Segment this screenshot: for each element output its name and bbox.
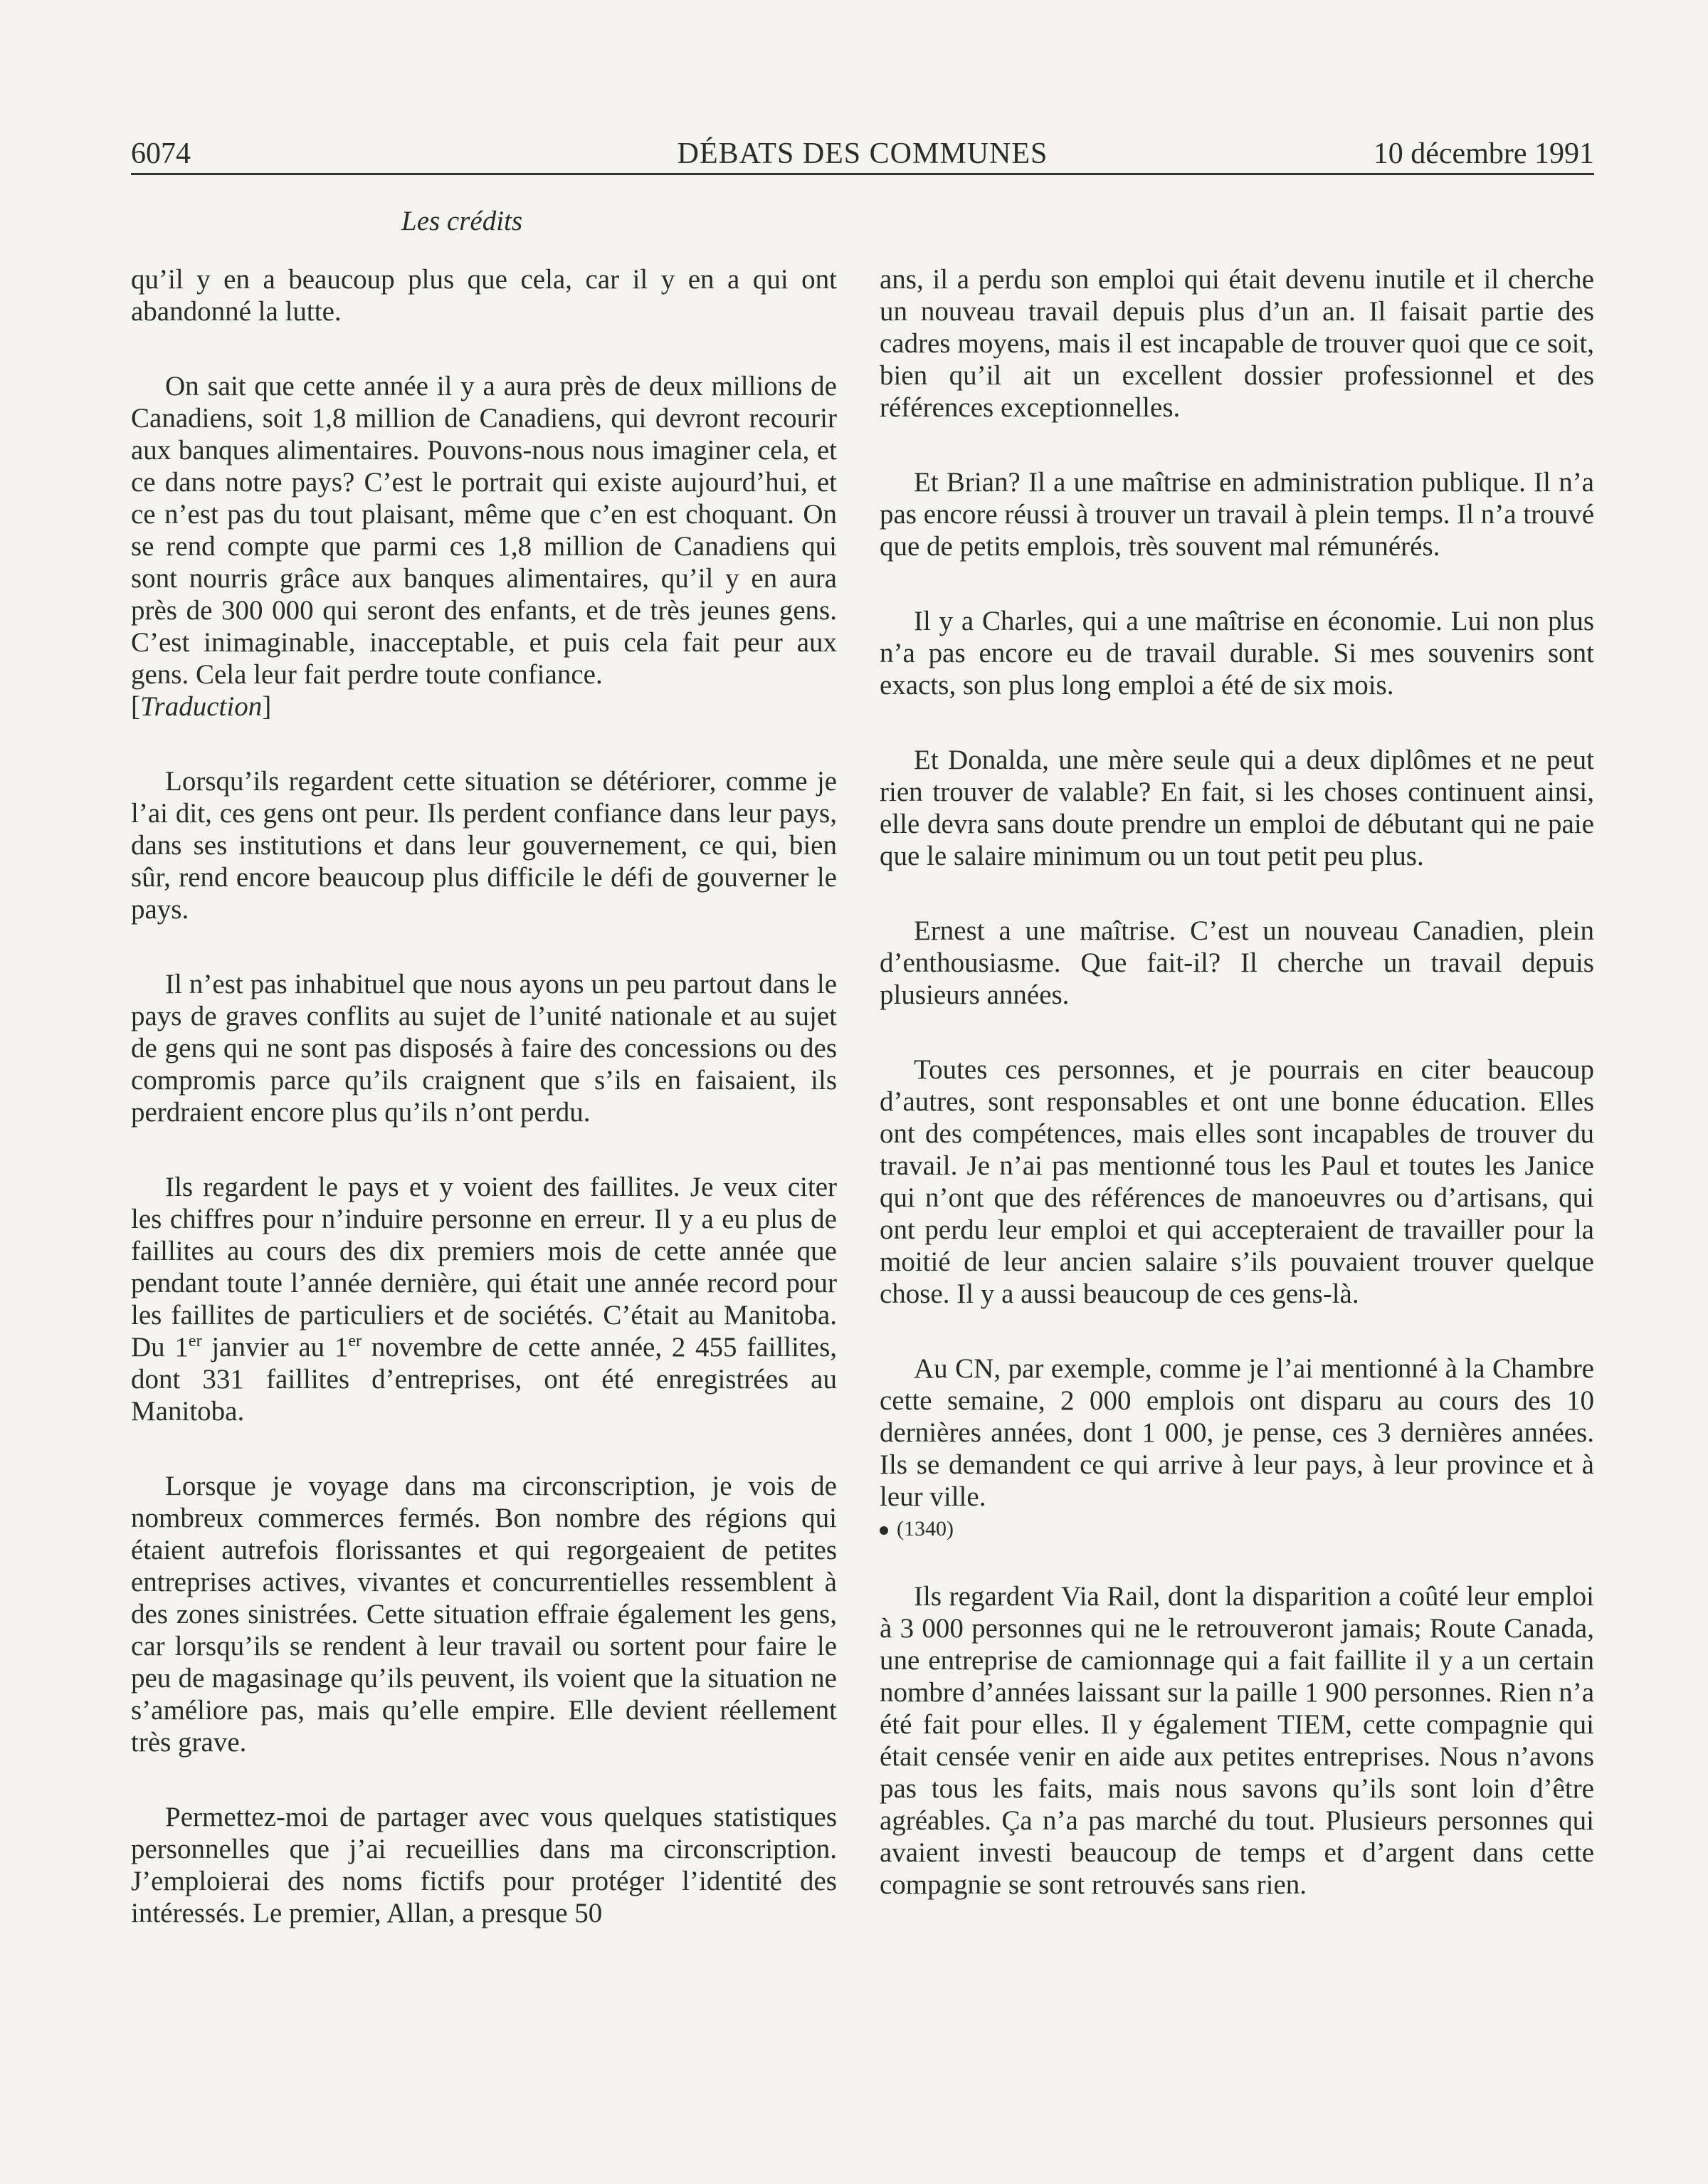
page-header xyxy=(131,134,1594,174)
left-column xyxy=(131,263,837,1929)
paragraph: Ernest a une maîtrise. C’est un nouveau Canadien, plein d’enthousiasme. Que fait-il? Il cherche un travail depuis plusieurs années. xyxy=(880,915,1594,1010)
timestamp xyxy=(880,1513,1594,1545)
paragraph: Et Donalda, une mère seule qui a deux diplômes et ne peut rien trouver de valable? En fait, si les choses continuent ainsi, elle devra sans doute prendre un emploi de débutant qui ne paie que le salaire minimum ou un tout petit peu plus. xyxy=(880,745,1594,871)
label-text: Traduction xyxy=(140,691,263,722)
header-rule xyxy=(131,173,1594,175)
text-run: janvier au 1 xyxy=(201,1332,349,1363)
paragraph: Ils regardent Via Rail, dont la disparition a coûté leur emploi à 3 000 personnes qui ne le retrouveront jamais; Route Canada, une entreprise de camionnage qui a fait faillite il y a un certain nombre d’années laissant sur la paille 1 900 personnes. Rien n’a été fait pour elles. Il y également TIEM, cette compagnie qui était censée venir en aide aux petites entreprises. Nous n’avons pas tous les faits, mais nous savons qu’ils sont loin d’être agréables. Ça n’a pas marché du tout. Plusieurs personnes qui avaient investi beaucoup de temps et d’argent dans cette compagnie se sont retrouvés sans rien. xyxy=(880,1581,1594,1900)
paragraph xyxy=(131,1171,837,1427)
paragraph: Lorsque je voyage dans ma circonscription, je vois de nombreux commerces fermés. Bon nombre des régions qui étaient autrefois florissantes et qui regorgeaient de petites entreprises actives, vivantes et concurrentielles ressemblent à des zones sinistrées. Cette situation effraie également les gens, car lorsqu’ils se rendent à leur travail ou sortent pour faire le peu de magasinage qu’ils peuvent, ils voient que la situation ne s’améliore pas, mais qu’elle empire. Elle devient réellement très grave. xyxy=(131,1471,837,1758)
paragraph: On sait que cette année il y a aura près de deux millions de Canadiens, soit 1,8 million de Canadiens, qui devront recourir aux banques alimentaires. Pouvons-nous nous imaginer cela, et ce dans notre pays? C’est le portrait qui existe aujourd’hui, et ce n’est pas du tout plaisant, même que c’en est choquant. On se rend compte que parmi ces 1,8 million de Canadiens qui sont nourris grâce aux banques alimentaires, qu’il y en aura près de 300 000 qui seront des enfants, et de très jeunes gens. C’est inimaginable, inacceptable, et puis cela fait peur aux gens. Cela leur fait perdre toute confiance. xyxy=(131,371,837,690)
section-title: Les crédits xyxy=(401,206,523,236)
paragraph: Permettez-moi de partager avec vous quelques statistiques personnelles que j’ai recueillies dans ma circonscription. J’emploierai des noms fictifs pour protéger l’identité des intéressés. Le premier, Allan, a presque 50 xyxy=(131,1802,837,1928)
paragraph: Il y a Charles, qui a une maîtrise en économie. Lui non plus n’a pas encore eu de travail durable. Si mes souvenirs sont exacts, son plus long emploi a été de six mois. xyxy=(880,606,1594,700)
header-date: 10 décembre 1991 xyxy=(1373,137,1594,170)
label-bracket-open: [ xyxy=(131,691,140,722)
paragraph: Et Brian? Il a une maîtrise en administration publique. Il n’a pas encore réussi à trouver un travail à plein temps. Il n’a trouvé que de petits emplois, très souvent mal rémunérés. xyxy=(880,467,1594,562)
translation-label xyxy=(131,691,837,723)
text-run: novembre de cette année, 2 455 faillites, dont 331 faillites d’entreprises, ont été enregistrées au Manitoba. xyxy=(131,1332,838,1427)
paragraph: Lorsqu’ils regardent cette situation se détériorer, comme je l’ai dit, ces gens ont peur. Ils perdent confiance dans leur pays, dans ses institutions et dans leur gouvernement, ce qui, bien sûr, rend encore beaucoup plus difficile le défi de gouverner le pays. xyxy=(131,766,837,925)
paragraph: Toutes ces personnes, et je pourrais en citer beaucoup d’autres, sont responsables et ont une bonne éducation. Elles ont des compétences, mais elles sont incapables de trouver du travail. Je n’ai pas mentionné tous les Paul et toutes les Janice qui n’ont que des références de manoeuvres ou d’artisans, qui ont perdu leur emploi et qui accepteraient de travailler pour la moitié de leur ancien salaire s’ils pouvaient trouver quelque chose. Il y a aussi beaucoup de ces gens-là. xyxy=(880,1054,1594,1309)
superscript: er xyxy=(188,1332,202,1350)
paragraph: qu’il y en a beaucoup plus que cela, car il y en a qui ont abandonné la lutte. xyxy=(131,264,837,327)
right-column xyxy=(880,263,1594,1901)
paragraph: Au CN, par exemple, comme je l’ai mentionné à la Chambre cette semaine, 2 000 emplois ont disparu au cours des 10 dernières années, dont 1 000, je pense, ces 3 dernières années. Ils se demandent ce qui arrive à leur pays, à leur province et à leur ville. xyxy=(880,1353,1594,1512)
bullet-icon xyxy=(880,1526,888,1535)
timestamp-text: (1340) xyxy=(897,1517,954,1540)
text-run: Ils regardent le pays et y voient des faillites. Je veux citer les chiffres pour n’induire personne en erreur. Il y a eu plus de faillites au cours des dix premiers mois de cette année que pendant toute l’année dernière, qui était une année record pour les faillites de particuliers et de sociétés. C’était au Manitoba. Du 1 xyxy=(131,1172,837,1363)
paragraph: ans, il a perdu son emploi qui était devenu inutile et il cherche un nouveau travail depuis plus d’un an. Il faisait partie des cadres moyens, mais il est incapable de trouver quoi que ce soit, bien qu’il ait un excellent dossier professionnel et des références exceptionnelles. xyxy=(880,264,1594,423)
paragraph: Il n’est pas inhabituel que nous ayons un peu partout dans le pays de graves conflits au sujet de l’unité nationale et au sujet de gens qui ne sont pas disposés à faire des concessions ou des compromis parce qu’ils craignent que s’ils en faisaient, ils perdraient encore plus qu’ils n’ont perdu. xyxy=(131,969,837,1128)
label-bracket-close: ] xyxy=(262,691,272,722)
publication-title: DÉBATS DES COMMUNES xyxy=(677,137,1048,170)
superscript: er xyxy=(348,1332,362,1350)
page-number: 6074 xyxy=(131,137,191,170)
